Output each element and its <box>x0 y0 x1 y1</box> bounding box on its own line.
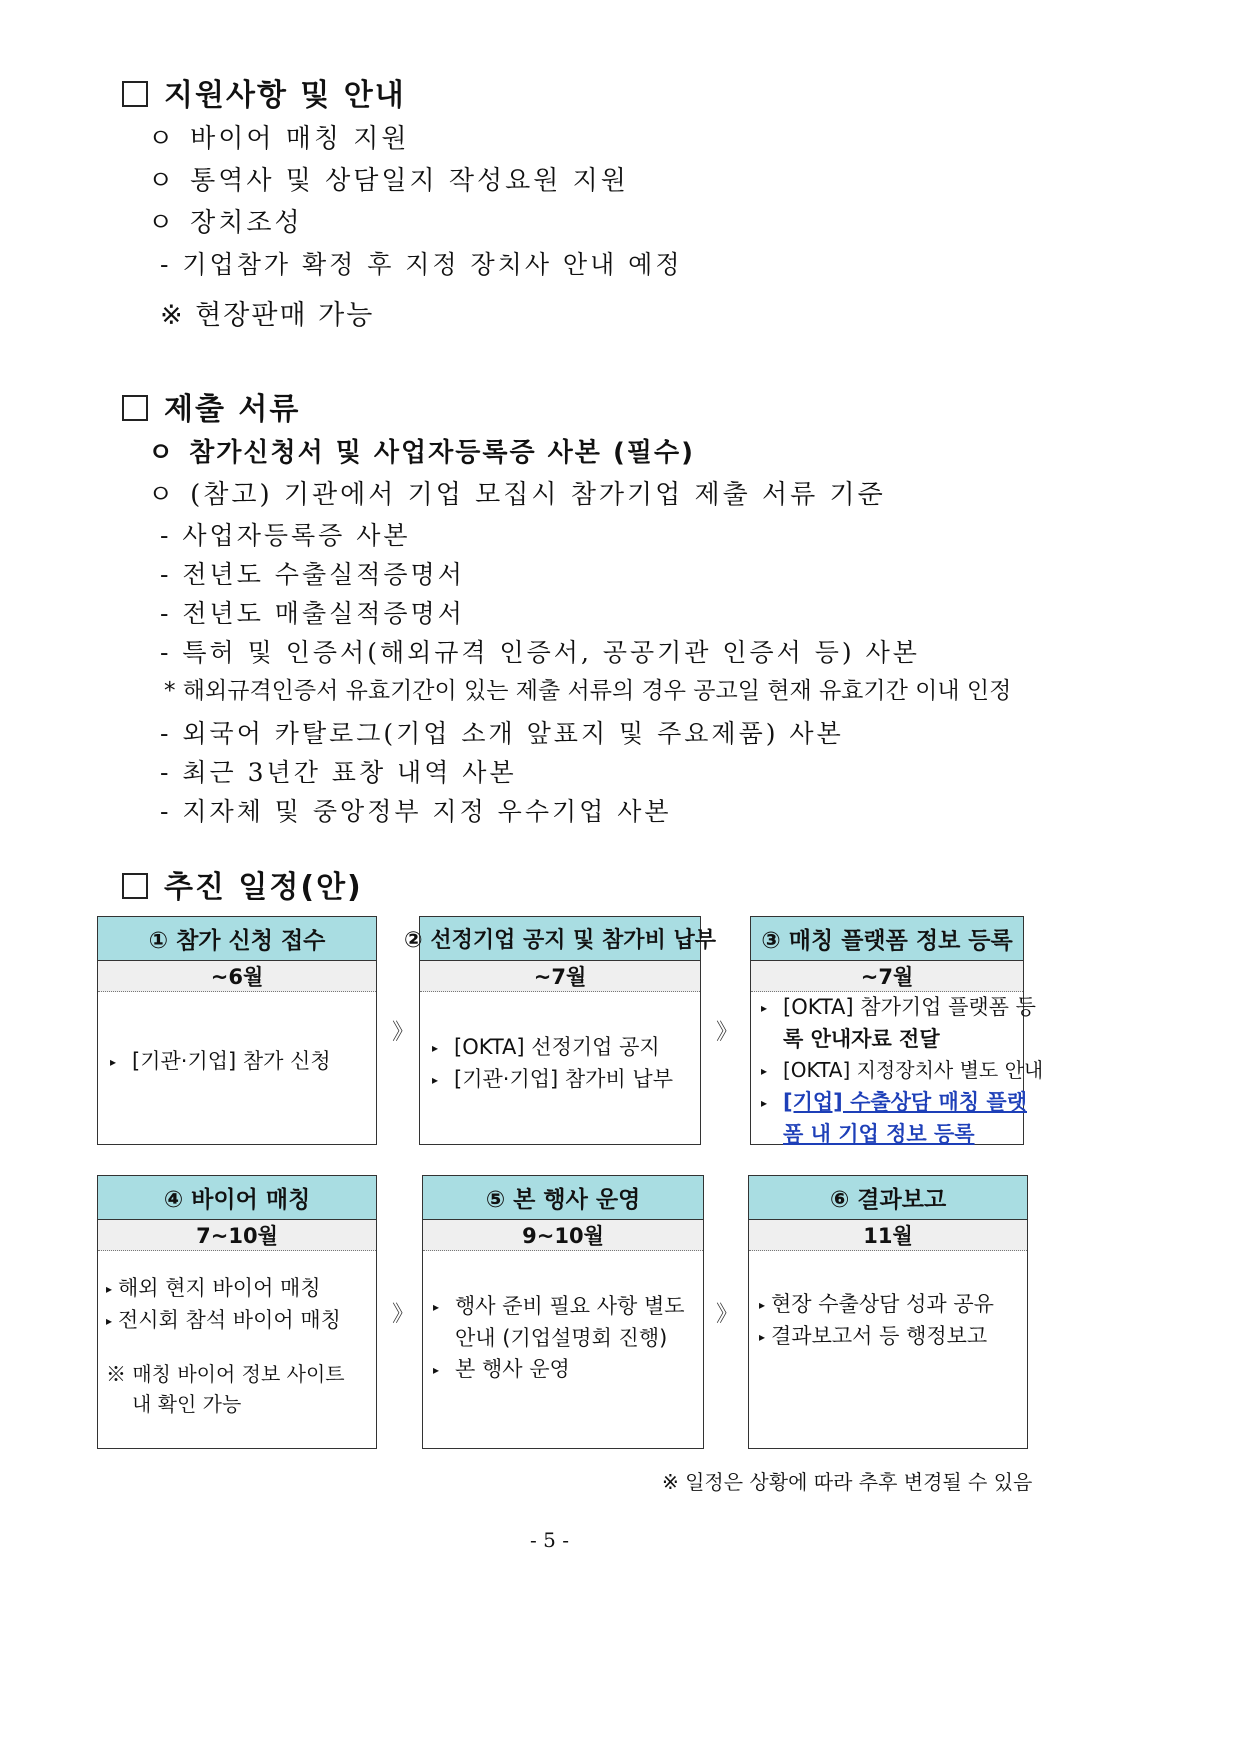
support-item-3 <box>148 202 303 239</box>
triangle-bullet-icon: ▸ <box>761 1064 768 1078</box>
section-title-support <box>122 70 406 114</box>
triangle-bullet-icon: ▸ <box>759 1330 766 1344</box>
step-period: 7~10월 <box>98 1220 376 1251</box>
page-number: - 5 - <box>530 1528 569 1552</box>
step-item-text: [기관·기업] 참가 신청 <box>132 1049 331 1073</box>
checkbox-square-icon <box>122 395 148 421</box>
section-title-schedule <box>122 862 363 906</box>
support-item-text: 장치조성 <box>190 208 303 238</box>
step-card-1 <box>97 916 377 1145</box>
documents-sub-item: - 전년도 매출실적증명서 <box>160 599 465 628</box>
step-title: ⑥ 결과보고 <box>749 1176 1027 1220</box>
bullet-icon: ㅇ <box>148 166 177 196</box>
triangle-bullet-icon: ▸ <box>106 1314 113 1328</box>
section-title-documents <box>122 384 300 428</box>
step-item-text: 록 안내자료 전달 <box>783 1027 940 1051</box>
support-item-text: 바이어 매칭 지원 <box>190 124 410 154</box>
triangle-bullet-icon: ▸ <box>432 1073 439 1087</box>
step-item-text: 해외 현지 바이어 매칭 <box>118 1276 321 1300</box>
triangle-bullet-icon: ▸ <box>433 1300 440 1314</box>
step-period: 9~10월 <box>423 1220 703 1251</box>
chevron-right-icon: 》 <box>716 1020 739 1045</box>
chevron-right-icon: 》 <box>392 1020 415 1045</box>
step-item <box>761 1087 1027 1119</box>
checkbox-square-icon <box>122 81 148 107</box>
step-item-text: [OKTA] 선정기업 공지 <box>454 1035 660 1059</box>
step-item-text: 전시회 참석 바이어 매칭 <box>118 1308 341 1332</box>
triangle-bullet-icon: ▸ <box>432 1041 439 1055</box>
step-item-text: 결과보고서 등 행정보고 <box>771 1324 988 1348</box>
step-item <box>432 1064 700 1096</box>
documents-item-text: 참가신청서 및 사업자등록증 사본 (필수) <box>189 438 695 468</box>
documents-sub-item: - 사업자등록증 사본 <box>160 521 411 550</box>
step-body <box>98 1251 376 1419</box>
documents-sub-item: - 외국어 카탈로그(기업 소개 앞표지 및 주요제품) 사본 <box>160 719 844 748</box>
step-card-3 <box>750 916 1044 1146</box>
step-item-text: 현장 수출상담 성과 공유 <box>771 1292 994 1316</box>
checkbox-square-icon <box>122 873 148 899</box>
triangle-bullet-icon: ▸ <box>433 1363 440 1377</box>
documents-sub-item: - 지자체 및 중앙정부 지정 우수기업 사본 <box>160 797 672 826</box>
step-item <box>432 1032 700 1064</box>
chevron-right-icon: 》 <box>392 1302 415 1327</box>
step-item-text: [OKTA] 지정장치사 별도 안내 <box>783 1058 1044 1082</box>
documents-item-2 <box>148 474 886 511</box>
documents-item-text: (참고) 기관에서 기업 모집시 참가기업 제출 서류 기준 <box>190 480 886 510</box>
bullet-icon: ㅇ <box>148 438 176 468</box>
schedule-footnote: ※ 일정은 상황에 따라 추후 변경될 수 있음 <box>662 1470 1033 1494</box>
bullet-icon: ㅇ <box>148 208 177 238</box>
step-item-text: [OKTA] 참가기업 플랫폼 등 <box>783 995 1036 1019</box>
step-body <box>751 992 1044 1150</box>
step-card-4 <box>97 1175 377 1449</box>
step-title: ⑤ 본 행사 운영 <box>423 1176 703 1220</box>
documents-sub-item: - 최근 3년간 표창 내역 사본 <box>160 758 517 787</box>
chevron-right-icon: 》 <box>716 1302 739 1327</box>
triangle-bullet-icon: ▸ <box>761 1096 768 1110</box>
bullet-icon: ㅇ <box>148 124 177 154</box>
section-title-text: 추진 일정(안) <box>164 870 363 905</box>
step-item <box>759 1289 1027 1321</box>
step-period: 11월 <box>749 1220 1027 1251</box>
step-item-continuation <box>761 1119 1023 1150</box>
step-title: ④ 바이어 매칭 <box>98 1176 376 1220</box>
support-sub-item: - 기업참가 확정 후 지정 장치사 안내 예정 <box>160 250 683 279</box>
buyer-note-line: ※ 매칭 바이어 정보 사이트 <box>106 1362 345 1386</box>
step-body <box>423 1251 703 1386</box>
step-period: ~7월 <box>751 961 1023 992</box>
step-title: ① 참가 신청 접수 <box>98 917 376 961</box>
step-title: ③ 매칭 플랫폼 정보 등록 <box>751 917 1023 961</box>
step-period: ~6월 <box>98 961 376 992</box>
step-item-text: 행사 준비 필요 사항 별도 <box>455 1294 685 1318</box>
step-item-text: [기관·기업] 참가비 납부 <box>454 1067 673 1091</box>
step-card-5 <box>422 1175 704 1449</box>
documents-sub-item: - 특허 및 인증서(해외규격 인증서, 공공기관 인증서 등) 사본 <box>160 638 920 667</box>
step-item <box>433 1354 703 1386</box>
buyer-note-line: 내 확인 가능 <box>132 1392 242 1416</box>
step-item <box>759 1321 1027 1353</box>
step-card-6 <box>748 1175 1028 1449</box>
step-period: ~7월 <box>420 961 700 992</box>
documents-sub-item: - 전년도 수출실적증명서 <box>160 560 465 589</box>
triangle-bullet-icon: ▸ <box>759 1298 766 1312</box>
bullet-icon: ㅇ <box>148 480 177 510</box>
triangle-bullet-icon: ▸ <box>761 1001 768 1015</box>
step-item-continuation <box>433 1323 703 1354</box>
step-item <box>106 1305 376 1337</box>
section-title-text: 지원사항 및 안내 <box>164 78 406 113</box>
documents-item-1 <box>148 432 695 469</box>
step-card-2 <box>404 916 716 1145</box>
section-title-text: 제출 서류 <box>164 392 301 427</box>
step-item-text: 본 행사 운영 <box>455 1357 570 1381</box>
support-item-text: 통역사 및 상담일지 작성요원 지원 <box>190 166 629 196</box>
step-item-text: 안내 (기업설명회 진행) <box>455 1326 668 1350</box>
documents-star-note: * 해외규격인증서 유효기간이 있는 제출 서류의 경우 공고일 현재 유효기간 이내 인정 <box>164 678 1012 704</box>
platform-register-link[interactable]: [기업] 수출상담 매칭 플랫 <box>783 1090 1027 1114</box>
triangle-bullet-icon: ▸ <box>110 1055 117 1069</box>
platform-register-link[interactable]: 폼 내 기업 정보 등록 <box>783 1122 975 1146</box>
step-body <box>98 992 376 1079</box>
step-item <box>110 1044 376 1079</box>
step-body <box>749 1251 1027 1353</box>
support-item-2 <box>148 160 629 197</box>
support-note: ※ 현장판매 가능 <box>160 300 375 331</box>
triangle-bullet-icon: ▸ <box>106 1282 113 1296</box>
step-item-continuation <box>761 1024 1023 1055</box>
step-item <box>761 1055 1044 1087</box>
step-body <box>420 992 700 1096</box>
buyer-note <box>106 1359 376 1419</box>
step-item <box>106 1273 376 1305</box>
step-item <box>761 992 1036 1024</box>
support-item-1 <box>148 118 409 155</box>
step-title: ② 선정기업 공지 및 참가비 납부 <box>420 917 700 961</box>
step-item <box>433 1291 703 1323</box>
